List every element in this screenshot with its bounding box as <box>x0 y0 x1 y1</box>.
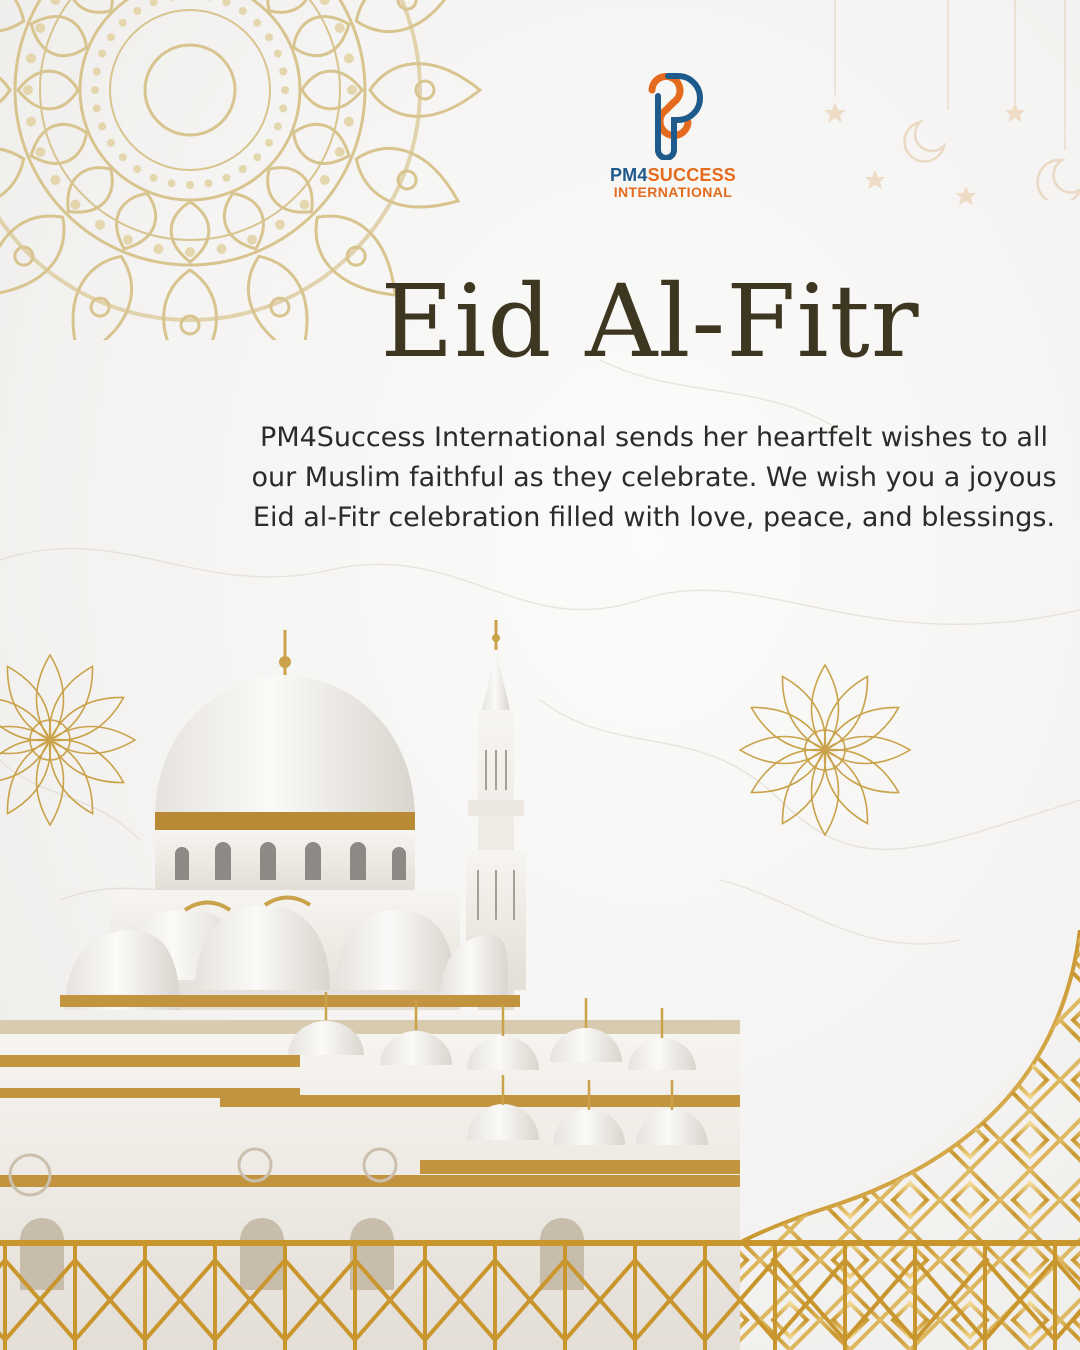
mosque-illustration <box>0 600 740 1350</box>
geometric-flower-icon <box>730 655 920 845</box>
logo-subtitle: INTERNATIONAL <box>613 184 733 200</box>
pm4success-logo-icon <box>638 68 708 160</box>
greeting-message: PM4Success International sends her heartfelt wishes to all our Muslim faithful as they celebrate. We wish you a joyous Eid al-Fitr celebration filled with love, peace, and blessings. <box>251 422 1057 533</box>
logo-wordmark: PM4SUCCESS <box>609 165 737 185</box>
company-logo <box>598 68 748 208</box>
gold-pattern-band <box>0 1240 1080 1350</box>
page-title: Eid Al-Fitr <box>380 263 920 380</box>
star-icon <box>820 90 1070 210</box>
